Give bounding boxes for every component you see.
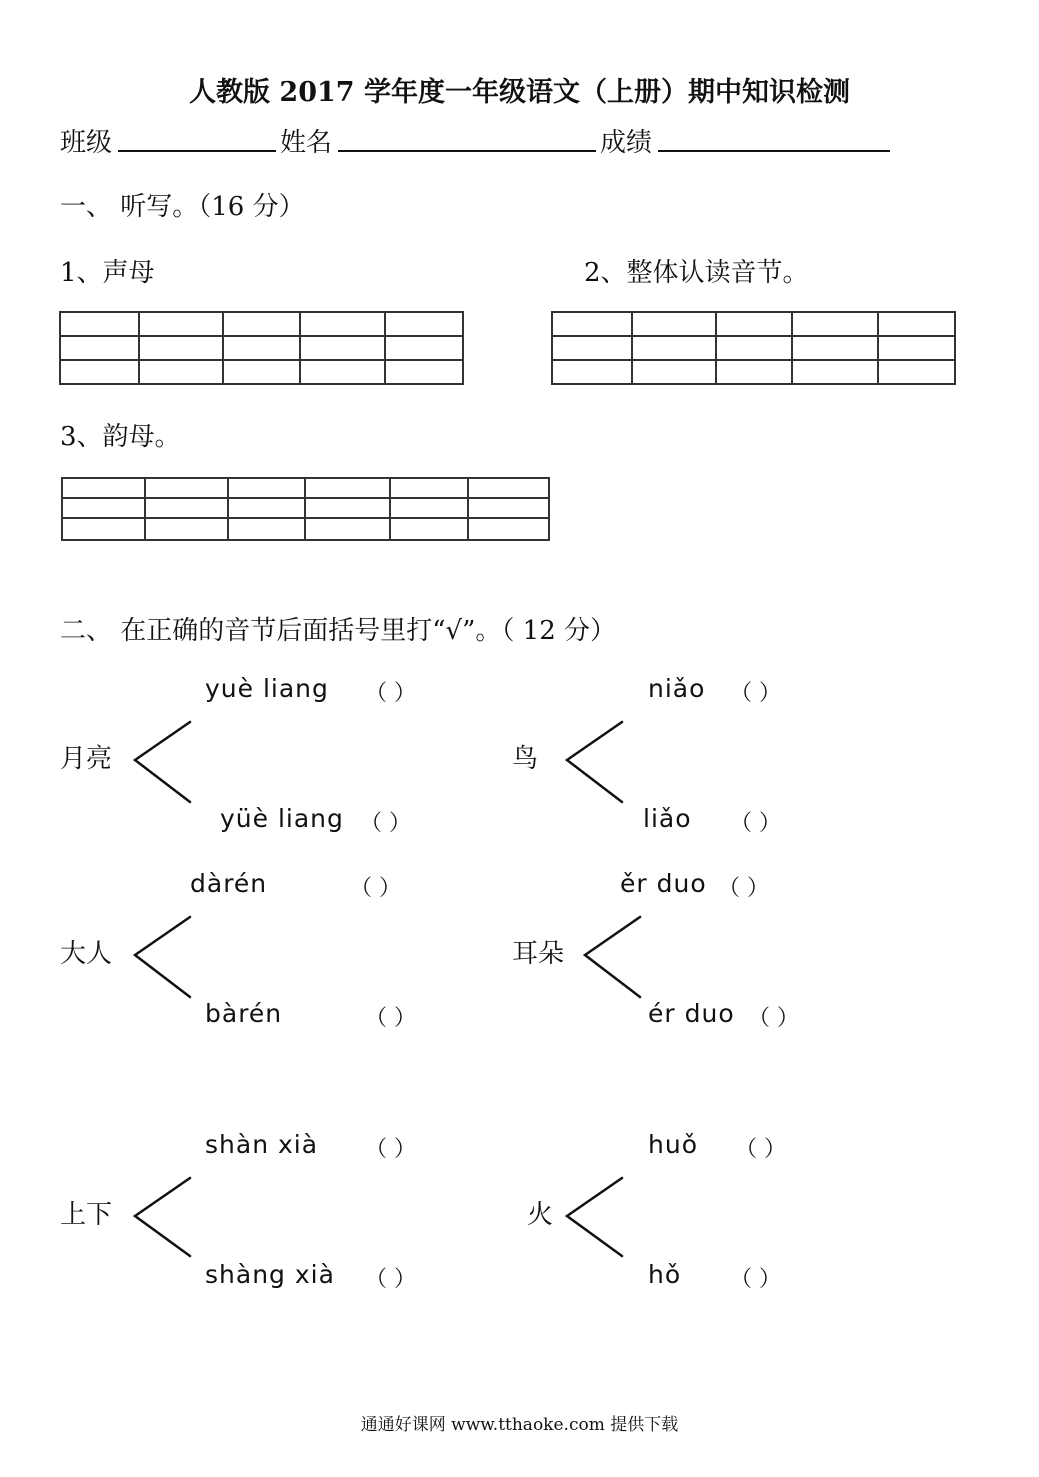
- option-top-erduo: ěr duo: [620, 869, 707, 898]
- bracket-niao: [567, 722, 622, 802]
- footer-credit: 通通好课网 www.tthaoke.com 提供下载: [360, 1415, 679, 1435]
- q2-label: 2、整体认读音节。: [584, 258, 809, 288]
- option-top-daren: dàrén: [190, 869, 268, 898]
- option-bottom-huo: hǒ: [648, 1260, 682, 1289]
- bracket-huo: [567, 1178, 622, 1256]
- grid-zhengti[interactable]: [552, 312, 955, 384]
- bracket-yueliang: [135, 722, 190, 802]
- answer-paren[interactable]: （ ）: [730, 681, 781, 706]
- char-yueliang: 月亮: [60, 744, 113, 774]
- char-shangxia: 上下: [60, 1200, 113, 1230]
- section1-heading: 一、 听写。（16 分）: [60, 192, 305, 222]
- answer-paren[interactable]: （ ）: [365, 681, 416, 706]
- bracket-shangxia: [135, 1178, 190, 1256]
- answer-paren[interactable]: （ ）: [718, 876, 769, 901]
- q3-label: 3、韵母。: [60, 422, 181, 452]
- char-daren: 大人: [60, 939, 113, 969]
- answer-paren[interactable]: （ ）: [365, 1137, 416, 1162]
- grid-shengmu[interactable]: [60, 312, 463, 384]
- answer-paren[interactable]: （ ）: [365, 1006, 416, 1031]
- answer-paren[interactable]: （ ）: [350, 876, 401, 901]
- option-top-shangxia: shàn xià: [205, 1130, 319, 1159]
- answer-paren[interactable]: （ ）: [748, 1006, 799, 1031]
- option-bottom-yueliang: yüè liang: [220, 804, 344, 833]
- answer-paren[interactable]: （ ）: [730, 811, 781, 836]
- answer-paren[interactable]: （ ）: [735, 1137, 786, 1162]
- grid-yunmu[interactable]: [62, 478, 549, 540]
- name-label: 姓名: [280, 128, 333, 158]
- option-top-yueliang: yuè liang: [205, 674, 329, 703]
- option-bottom-daren: bàrén: [205, 999, 283, 1028]
- answer-paren[interactable]: （ ）: [360, 811, 411, 836]
- bracket-erduo: [585, 917, 640, 997]
- option-bottom-shangxia: shàng xià: [205, 1260, 335, 1289]
- answer-paren[interactable]: （ ）: [365, 1267, 416, 1292]
- q1-label: 1、声母: [60, 258, 155, 288]
- char-erduo: 耳朵: [512, 939, 565, 969]
- char-huo: 火: [527, 1200, 554, 1230]
- char-niao: 鸟: [512, 744, 539, 774]
- option-top-huo: huǒ: [648, 1130, 698, 1159]
- answer-paren[interactable]: （ ）: [730, 1267, 781, 1292]
- page-title: 人教版 2017 学年度一年级语文（上册）期中知识检测: [189, 77, 850, 108]
- score-label: 成绩: [600, 128, 653, 158]
- bracket-daren: [135, 917, 190, 997]
- option-top-niao: niǎo: [648, 674, 706, 703]
- section2-heading: 二、 在正确的音节后面括号里打“√”。（ 12 分）: [60, 616, 617, 646]
- option-bottom-niao: liǎo: [643, 804, 692, 833]
- class-label: 班级: [60, 128, 113, 158]
- option-bottom-erduo: ér duo: [648, 999, 735, 1028]
